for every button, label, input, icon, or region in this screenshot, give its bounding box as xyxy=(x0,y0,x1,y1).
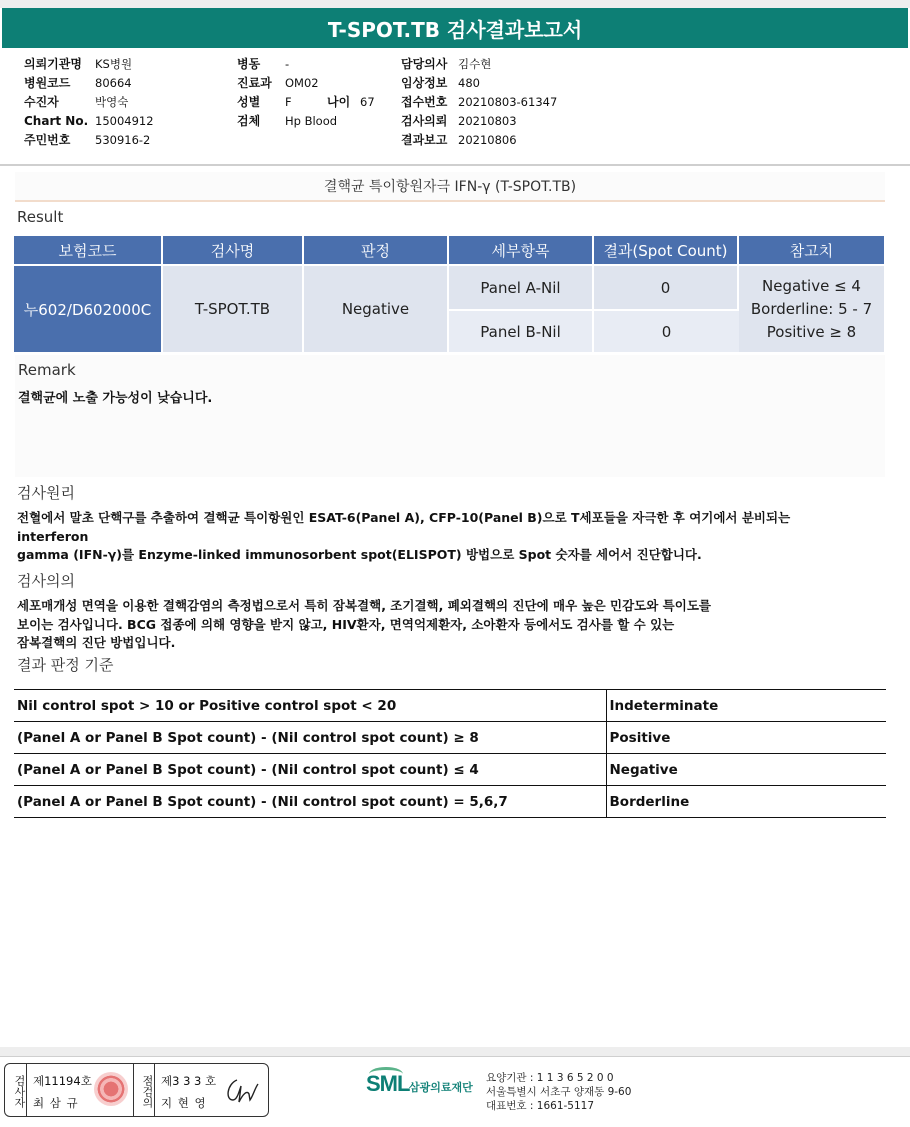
value-receipt-no: 20210803-61347 xyxy=(458,95,558,109)
criteria-result: Indeterminate xyxy=(606,690,886,722)
header-detail-item: 세부항목 xyxy=(449,236,594,264)
patient-info-col2 xyxy=(237,55,375,131)
lab-info-line: 요양기관 : 1 1 3 6 5 2 0 0 xyxy=(486,1072,614,1084)
top-strip xyxy=(0,0,910,8)
value-request-date: 20210803 xyxy=(458,114,517,128)
meaning-line: 잠복결핵의 진단 방법입니다. xyxy=(17,635,176,650)
meaning-label: 검사의의 xyxy=(17,572,75,590)
principle-label: 검사원리 xyxy=(17,484,75,502)
value-clinical-info: 480 xyxy=(458,76,480,90)
lab-info-line: 서울특별시 서초구 양재동 9-60 xyxy=(486,1086,632,1098)
criteria-result: Borderline xyxy=(606,786,886,818)
logo-arc-icon xyxy=(369,1067,403,1081)
remark-box xyxy=(15,355,885,477)
panel-a-name: Panel A-Nil xyxy=(449,264,594,309)
value-hospital-code: 80664 xyxy=(95,76,132,90)
lab-info-line: 대표번호 : 1661-5117 xyxy=(486,1100,595,1112)
result-table xyxy=(14,236,884,352)
header-reference: 참고치 xyxy=(739,236,884,264)
reviewer-name: 지 현 영 xyxy=(161,1096,207,1110)
header-divider xyxy=(0,164,910,166)
label-doctor: 담당의사 xyxy=(401,57,448,71)
reference-negative: Negative ≤ 4 xyxy=(762,276,861,295)
examiner-tag: 검사자 xyxy=(5,1064,27,1116)
label-hospital-code: 병원코드 xyxy=(24,76,71,90)
criteria-result: Positive xyxy=(606,722,886,754)
label-ward: 병동 xyxy=(237,57,261,71)
label-institution: 의뢰기관명 xyxy=(24,57,82,71)
criteria-condition: Nil control spot > 10 or Positive control spot < 20 xyxy=(14,690,606,722)
value-specimen: Hp Blood xyxy=(285,114,338,128)
examiner-name: 최 삼 규 xyxy=(33,1096,79,1110)
patient-info-col3 xyxy=(401,55,557,150)
meaning-text xyxy=(17,597,877,653)
signature-icon xyxy=(223,1074,263,1108)
table-row xyxy=(14,786,886,818)
remark-label: Remark xyxy=(18,361,76,379)
table-row xyxy=(14,722,886,754)
label-chart-no: Chart No. xyxy=(24,114,89,128)
patient-info-col1 xyxy=(24,55,154,150)
remark-text: 결핵균에 노출 가능성이 낮습니다. xyxy=(18,391,213,406)
panel-b-name: Panel B-Nil xyxy=(449,309,594,352)
insurance-code-cell: 누602/D602000C xyxy=(14,264,163,352)
header-spot-count: 결과(Spot Count) xyxy=(594,236,739,264)
value-age: 67 xyxy=(360,95,375,109)
lab-info xyxy=(486,1071,631,1113)
criteria-label: 결과 판정 기준 xyxy=(17,656,114,674)
criteria-condition: (Panel A or Panel B Spot count) - (Nil control spot count) = 5,6,7 xyxy=(14,786,606,818)
judgement-cell: Negative xyxy=(304,264,449,352)
label-resident-no: 주민번호 xyxy=(24,133,71,147)
header-insurance-code: 보험코드 xyxy=(14,236,163,264)
label-report-date: 결과보고 xyxy=(401,133,448,147)
label-clinical-info: 임상정보 xyxy=(401,76,448,90)
value-department: OM02 xyxy=(285,76,319,90)
label-specimen: 검체 xyxy=(237,114,261,128)
label-department: 진료과 xyxy=(237,76,272,90)
label-sex: 성별 xyxy=(237,95,261,109)
criteria-condition: (Panel A or Panel B Spot count) - (Nil control spot count) ≥ 8 xyxy=(14,722,606,754)
result-header-row xyxy=(14,236,884,264)
value-sex: F xyxy=(285,95,292,109)
reference-positive: Positive ≥ 8 xyxy=(766,322,857,341)
principle-line: 전혈에서 말초 단핵구를 추출하여 결핵균 특이항원인 ESAT-6(Panel A), CFP-10(Panel B)으로 T세포들을 자극한 후 여기에서 분비되는 xyxy=(17,510,791,525)
panel-a-count: 0 xyxy=(594,264,739,309)
value-report-date: 20210806 xyxy=(458,133,517,147)
value-institution: KS병원 xyxy=(95,57,133,71)
value-ward: - xyxy=(285,57,290,71)
criteria-table xyxy=(14,689,886,818)
report-title: T-SPOT.TB 검사결과보고서 xyxy=(2,8,908,48)
test-subtitle: 결핵균 특이항원자극 IFN-γ (T-SPOT.TB) xyxy=(15,172,885,202)
official-seal-icon xyxy=(94,1072,128,1106)
label-patient: 수진자 xyxy=(24,95,59,109)
logo-text: SML xyxy=(366,1071,410,1096)
meaning-line: 보이는 검사입니다. BCG 접종에 의해 영향을 받지 않고, HIV환자, 면역억제환자, 소아환자 등에서도 검사를 할 수 있는 xyxy=(17,616,675,632)
footer-strip xyxy=(0,1047,910,1056)
result-label: Result xyxy=(17,208,64,226)
header-test-name: 검사명 xyxy=(163,236,304,264)
value-resident-no: 530916-2 xyxy=(95,133,151,147)
principle-text xyxy=(17,509,889,565)
label-receipt-no: 접수번호 xyxy=(401,95,448,109)
org-name: 삼광의료재단 xyxy=(409,1081,473,1094)
footer-divider xyxy=(0,1056,910,1057)
sml-logo xyxy=(366,1071,473,1097)
label-age: 나이 xyxy=(327,95,351,109)
label-request-date: 검사의뢰 xyxy=(401,114,448,128)
meaning-line: 세포매개성 면역을 이용한 결핵감염의 측정법으로서 특히 잠복결핵, 조기결핵, 폐외결핵의 진단에 매우 높은 민감도와 특이도를 xyxy=(17,598,711,613)
test-name-cell: T-SPOT.TB xyxy=(163,264,304,352)
value-doctor: 김수현 xyxy=(458,57,492,71)
reference-borderline: Borderline: 5 - 7 xyxy=(750,299,873,318)
reviewer-number: 제3 3 3 호 xyxy=(161,1074,217,1088)
criteria-result: Negative xyxy=(606,754,886,786)
principle-line: gamma (IFN-γ)를 Enzyme-linked immunosorbent spot(ELISPOT) 방법으로 Spot 숫자를 세어서 진단합니다. xyxy=(17,547,702,562)
table-row xyxy=(14,264,884,309)
signature-stamp xyxy=(4,1063,269,1117)
table-row xyxy=(14,690,886,722)
value-chart-no: 15004912 xyxy=(95,114,154,128)
panel-b-count: 0 xyxy=(594,309,739,352)
header-judgement: 판정 xyxy=(304,236,449,264)
reference-cell xyxy=(739,264,884,352)
criteria-condition: (Panel A or Panel B Spot count) - (Nil control spot count) ≤ 4 xyxy=(14,754,606,786)
principle-line: interferon xyxy=(17,528,89,544)
reviewer-tag: 점검의 xyxy=(133,1064,155,1116)
value-patient: 박영숙 xyxy=(95,95,129,109)
examiner-number: 제11194호 xyxy=(33,1074,92,1088)
table-row xyxy=(14,754,886,786)
